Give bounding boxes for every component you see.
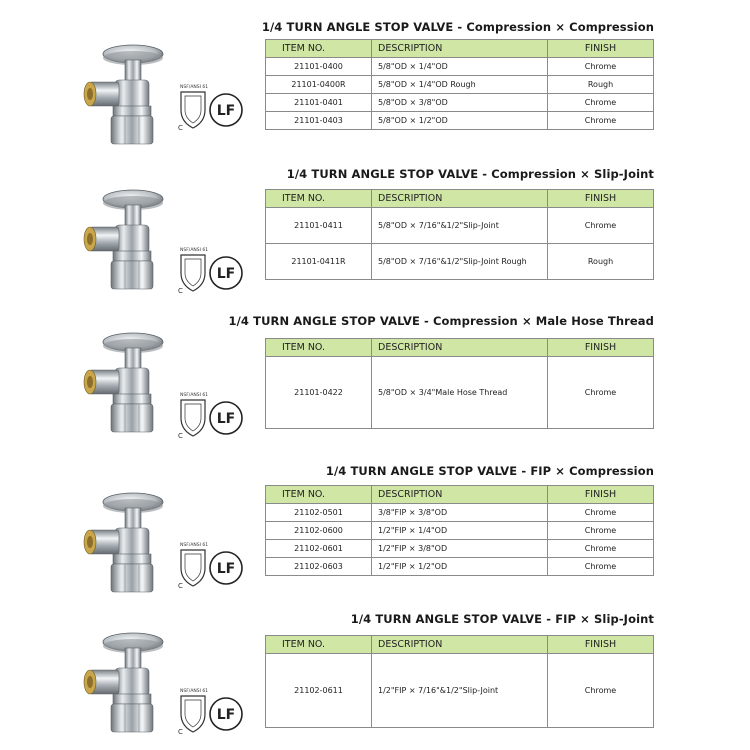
section-title: 1/4 TURN ANGLE STOP VALVE - Compression × Compression [261, 20, 654, 34]
header-item-no: ITEM NO. [266, 40, 372, 58]
certification-mark [178, 82, 248, 132]
table-row [266, 522, 654, 540]
finish: Chrome [548, 112, 654, 130]
spec-table [265, 39, 654, 130]
lf-logo-text: LF [216, 103, 236, 119]
table-row [266, 357, 654, 429]
angle-stop-valve-image [75, 185, 185, 295]
finish: Chrome [548, 94, 654, 112]
item-no: 21101-0422 [266, 357, 372, 429]
item-no: 21101-0411 [266, 208, 372, 244]
spec-table [265, 189, 654, 280]
lf-logo-text: LF [216, 266, 236, 282]
spec-table [265, 635, 654, 728]
description: 5/8"OD × 1/2"OD [372, 112, 548, 130]
finish: Chrome [548, 558, 654, 576]
spec-table [265, 338, 654, 429]
table-row [266, 558, 654, 576]
item-no: 21102-0611 [266, 654, 372, 728]
c-mark-text: C [178, 432, 183, 440]
finish: Rough [548, 244, 654, 280]
section-title: 1/4 TURN ANGLE STOP VALVE - Compression × Male Hose Thread [228, 314, 654, 328]
header-finish: FINISH [548, 486, 654, 504]
description: 3/8"FIP × 3/8"OD [372, 504, 548, 522]
header-description: DESCRIPTION [372, 40, 548, 58]
header-description: DESCRIPTION [372, 486, 548, 504]
lf-logo-text: LF [216, 561, 236, 577]
table-row [266, 94, 654, 112]
description: 5/8"OD × 7/16"&1/2"Slip-Joint Rough [372, 244, 548, 280]
header-finish: FINISH [548, 636, 654, 654]
item-no: 21101-0401 [266, 94, 372, 112]
section-title: 1/4 TURN ANGLE STOP VALVE - FIP × Slip-Joint [350, 612, 654, 626]
c-mark-text: C [178, 287, 183, 295]
angle-stop-valve-image [75, 488, 185, 598]
finish: Chrome [548, 58, 654, 76]
certification-mark [178, 686, 248, 736]
item-no: 21102-0603 [266, 558, 372, 576]
description: 1/2"FIP × 1/4"OD [372, 522, 548, 540]
angle-stop-valve-image [75, 328, 185, 438]
table-row [266, 654, 654, 728]
finish: Chrome [548, 522, 654, 540]
description: 1/2"FIP × 7/16"&1/2"Slip-Joint [372, 654, 548, 728]
finish: Chrome [548, 540, 654, 558]
finish: Chrome [548, 504, 654, 522]
header-finish: FINISH [548, 339, 654, 357]
header-description: DESCRIPTION [372, 636, 548, 654]
finish: Rough [548, 76, 654, 94]
certification-mark [178, 390, 248, 440]
item-no: 21102-0600 [266, 522, 372, 540]
header-description: DESCRIPTION [372, 190, 548, 208]
table-row [266, 244, 654, 280]
item-no: 21101-0400R [266, 76, 372, 94]
header-finish: FINISH [548, 40, 654, 58]
description: 5/8"OD × 3/4"Male Hose Thread [372, 357, 548, 429]
header-item-no: ITEM NO. [266, 636, 372, 654]
finish: Chrome [548, 208, 654, 244]
header-description: DESCRIPTION [372, 339, 548, 357]
angle-stop-valve-image [75, 40, 185, 150]
angle-stop-valve-image [75, 628, 185, 738]
header-item-no: ITEM NO. [266, 486, 372, 504]
description: 5/8"OD × 1/4"OD Rough [372, 76, 548, 94]
description: 5/8"OD × 1/4"OD [372, 58, 548, 76]
lf-logo-text: LF [216, 411, 236, 427]
c-mark-text: C [178, 582, 183, 590]
header-finish: FINISH [548, 190, 654, 208]
item-no: 21101-0400 [266, 58, 372, 76]
item-no: 21102-0501 [266, 504, 372, 522]
table-row [266, 208, 654, 244]
header-item-no: ITEM NO. [266, 339, 372, 357]
finish: Chrome [548, 357, 654, 429]
description: 5/8"OD × 7/16"&1/2"Slip-Joint [372, 208, 548, 244]
item-no: 21101-0411R [266, 244, 372, 280]
table-row [266, 504, 654, 522]
table-row [266, 76, 654, 94]
table-row [266, 540, 654, 558]
description: 1/2"FIP × 1/2"OD [372, 558, 548, 576]
description: 1/2"FIP × 3/8"OD [372, 540, 548, 558]
section-title: 1/4 TURN ANGLE STOP VALVE - FIP × Compression [325, 464, 654, 478]
c-mark-text: C [178, 728, 183, 736]
description: 5/8"OD × 3/8"OD [372, 94, 548, 112]
section-title: 1/4 TURN ANGLE STOP VALVE - Compression × Slip-Joint [286, 167, 654, 181]
certification-mark [178, 245, 248, 295]
finish: Chrome [548, 654, 654, 728]
spec-table [265, 485, 654, 576]
item-no: 21102-0601 [266, 540, 372, 558]
item-no: 21101-0403 [266, 112, 372, 130]
table-row [266, 58, 654, 76]
c-mark-text: C [178, 124, 183, 132]
certification-mark [178, 540, 248, 590]
lf-logo-text: LF [216, 707, 236, 723]
header-item-no: ITEM NO. [266, 190, 372, 208]
table-row [266, 112, 654, 130]
